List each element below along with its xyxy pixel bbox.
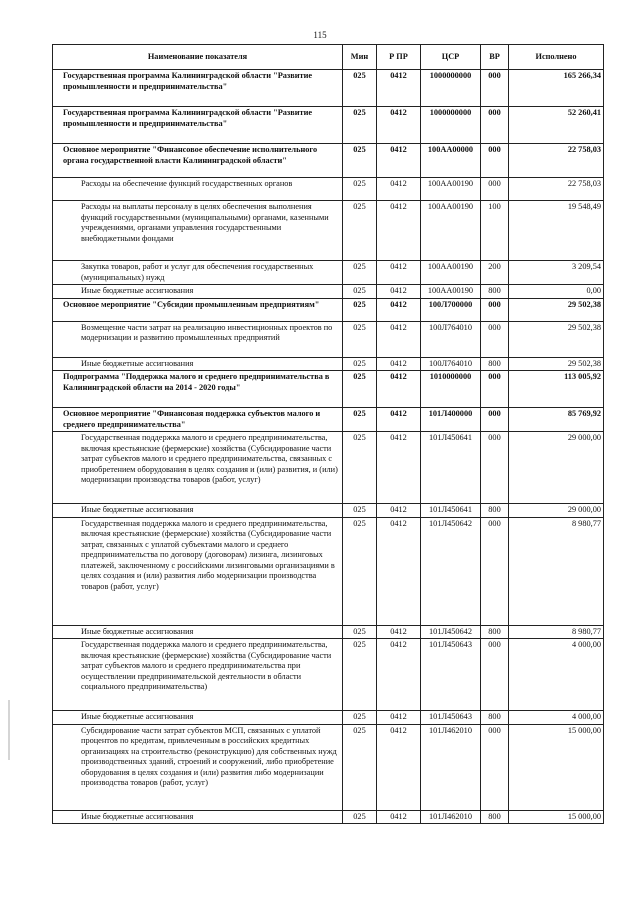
table-row [53,711,604,725]
row-min: 025 [343,357,377,371]
row-vr: 000 [481,298,509,321]
row-min: 025 [343,810,377,824]
row-rpr: 0412 [377,625,421,639]
row-vr: 000 [481,107,509,144]
header-vr: ВР [481,45,509,70]
row-rpr: 0412 [377,711,421,725]
row-amount: 52 260,41 [509,107,604,144]
row-rpr: 0412 [377,285,421,299]
row-min: 025 [343,625,377,639]
row-min: 025 [343,504,377,518]
row-min: 025 [343,321,377,357]
row-csr: 101Л450642 [421,517,481,625]
header-min: Мин [343,45,377,70]
row-min: 025 [343,517,377,625]
header-rpr: Р ПР [377,45,421,70]
row-rpr: 0412 [377,178,421,201]
row-amount: 4 000,00 [509,711,604,725]
row-amount: 3 209,54 [509,261,604,285]
row-amount: 8 980,77 [509,625,604,639]
row-name: Государственная поддержка малого и среднего предпринимательства, включая крестьянские (фермерские) хозяйства (Субсидирование части затрат субъектов малого и среднего предпринимательства, связанных с приобретением оборудования в целях создания и (или) развития, и (или) модернизации производства товаров (работ, услуг) [53,432,343,504]
row-name: Государственная программа Калининградской области "Развитие промышленности и предпринимательства" [53,70,343,107]
row-rpr: 0412 [377,504,421,518]
row-rpr: 0412 [377,321,421,357]
row-csr: 101Л450641 [421,432,481,504]
row-rpr: 0412 [377,70,421,107]
row-name: Закупка товаров, работ и услуг для обеспечения государственных (муниципальных) нужд [53,261,343,285]
row-amount: 29 502,38 [509,357,604,371]
row-min: 025 [343,178,377,201]
table-row [53,432,604,504]
row-vr: 100 [481,201,509,261]
row-name: Государственная поддержка малого и среднего предпринимательства, включая крестьянские (фермерские) хозяйства (Субсидирование части затрат, связанных с уплатой субъектами малого и среднего предпринимательства по договору (договорам) лизинга, лизинговых платежей, заключенному с российскими лизинговыми организациями в целях создания и (или) развития либо модернизации производства товаров (работ, услуг) [53,517,343,625]
row-amount: 113 005,92 [509,371,604,408]
row-rpr: 0412 [377,357,421,371]
row-name: Государственная программа Калининградской области "Развитие промышленности и предпринимательства" [53,107,343,144]
row-vr: 000 [481,517,509,625]
row-amount: 15 000,00 [509,810,604,824]
table-row [53,298,604,321]
row-min: 025 [343,298,377,321]
table-row [53,504,604,518]
row-name: Иные бюджетные ассигнования [53,711,343,725]
row-csr: 100АА00190 [421,178,481,201]
row-csr: 1010000000 [421,371,481,408]
row-name: Иные бюджетные ассигнования [53,357,343,371]
row-vr: 800 [481,357,509,371]
row-name: Подпрограмма "Поддержка малого и среднего предпринимательства в Калининградской области на 2014 - 2020 годы" [53,371,343,408]
table-row [53,639,604,711]
row-name: Основное мероприятие "Субсидии промышленным предприятиям" [53,298,343,321]
row-min: 025 [343,70,377,107]
row-min: 025 [343,724,377,810]
row-csr: 1000000000 [421,107,481,144]
page-number: 115 [313,30,327,40]
table-row [53,285,604,299]
row-csr: 100АА00190 [421,201,481,261]
row-csr: 100АА00190 [421,261,481,285]
row-csr: 101Л400000 [421,408,481,432]
table-row [53,261,604,285]
row-amount: 22 758,03 [509,178,604,201]
row-name: Государственная поддержка малого и среднего предпринимательства, включая крестьянские (фермерские) хозяйства (Субсидирование части затрат субъектов малого и среднего предпринимательства при осуществлении предпринимательской деятельности в области социального предпринимательства) [53,639,343,711]
header-name: Наименование показателя [53,45,343,70]
table-row [53,371,604,408]
table-header-row [53,45,604,70]
header-executed: Исполнено [509,45,604,70]
row-vr: 800 [481,504,509,518]
row-vr: 200 [481,261,509,285]
row-amount: 4 000,00 [509,639,604,711]
row-rpr: 0412 [377,107,421,144]
row-amount: 0,00 [509,285,604,299]
table-row [53,201,604,261]
row-rpr: 0412 [377,432,421,504]
row-amount: 19 548,49 [509,201,604,261]
row-vr: 800 [481,711,509,725]
row-vr: 000 [481,408,509,432]
row-min: 025 [343,711,377,725]
row-name: Иные бюджетные ассигнования [53,504,343,518]
table-row [53,144,604,178]
scan-margin-mark [8,700,10,760]
row-name: Основное мероприятие "Финансовое обеспечение исполнительного органа государственной власти Калининградской области" [53,144,343,178]
row-min: 025 [343,408,377,432]
row-csr: 100Л764010 [421,321,481,357]
row-vr: 000 [481,432,509,504]
row-min: 025 [343,639,377,711]
row-amount: 29 502,38 [509,298,604,321]
row-rpr: 0412 [377,517,421,625]
row-csr: 101Л462010 [421,810,481,824]
row-amount: 22 758,03 [509,144,604,178]
row-min: 025 [343,261,377,285]
row-csr: 100Л764010 [421,357,481,371]
row-amount: 165 266,34 [509,70,604,107]
row-csr: 101Л450643 [421,711,481,725]
row-rpr: 0412 [377,371,421,408]
table-row [53,321,604,357]
row-amount: 8 980,77 [509,517,604,625]
table-row [53,408,604,432]
row-min: 025 [343,432,377,504]
row-vr: 000 [481,639,509,711]
row-amount: 15 000,00 [509,724,604,810]
row-name: Иные бюджетные ассигнования [53,625,343,639]
row-name: Расходы на обеспечение функций государственных органов [53,178,343,201]
row-csr: 101Л462010 [421,724,481,810]
row-vr: 800 [481,810,509,824]
row-rpr: 0412 [377,201,421,261]
row-vr: 000 [481,371,509,408]
row-csr: 101Л450643 [421,639,481,711]
row-vr: 800 [481,625,509,639]
row-min: 025 [343,371,377,408]
row-rpr: 0412 [377,724,421,810]
row-min: 025 [343,144,377,178]
row-csr: 101Л450641 [421,504,481,518]
row-min: 025 [343,107,377,144]
row-name: Иные бюджетные ассигнования [53,285,343,299]
table-row [53,517,604,625]
row-rpr: 0412 [377,298,421,321]
row-vr: 000 [481,144,509,178]
row-vr: 000 [481,178,509,201]
row-rpr: 0412 [377,144,421,178]
row-rpr: 0412 [377,261,421,285]
row-vr: 000 [481,724,509,810]
table-row [53,810,604,824]
table-row [53,625,604,639]
row-vr: 800 [481,285,509,299]
row-rpr: 0412 [377,810,421,824]
row-csr: 1000000000 [421,70,481,107]
row-amount: 29 000,00 [509,504,604,518]
table-row [53,107,604,144]
row-amount: 29 000,00 [509,432,604,504]
row-rpr: 0412 [377,639,421,711]
row-name: Расходы на выплаты персоналу в целях обеспечения выполнения функций государственными (муниципальными) органами, казенными учреждениями, органами управления государственными внебюджетными фондами [53,201,343,261]
row-name: Субсидирование части затрат субъектов МСП, связанных с уплатой процентов по кредитам, привлеченным в российских кредитных организациях на строительство (реконструкцию) для собственных нужд производственных зданий, строений и сооружений, либо приобретение оборудования в целях создания и (или) развития либо модернизации производства товаров (работ, услуг) [53,724,343,810]
row-amount: 85 769,92 [509,408,604,432]
table-row [53,178,604,201]
table-body [53,70,604,824]
table-row [53,357,604,371]
row-min: 025 [343,201,377,261]
header-csr: ЦСР [421,45,481,70]
row-csr: 100АА00000 [421,144,481,178]
row-csr: 100АА00190 [421,285,481,299]
table-row [53,70,604,107]
row-name: Иные бюджетные ассигнования [53,810,343,824]
row-vr: 000 [481,70,509,107]
table-row [53,724,604,810]
row-min: 025 [343,285,377,299]
row-amount: 29 502,38 [509,321,604,357]
row-name: Возмещение части затрат на реализацию инвестиционных проектов по модернизации и развитию промышленных предприятий [53,321,343,357]
row-name: Основное мероприятие "Финансовая поддержка субъектов малого и среднего предпринимательства" [53,408,343,432]
budget-execution-table [52,44,604,824]
row-csr: 100Л700000 [421,298,481,321]
row-rpr: 0412 [377,408,421,432]
row-csr: 101Л450642 [421,625,481,639]
row-vr: 000 [481,321,509,357]
